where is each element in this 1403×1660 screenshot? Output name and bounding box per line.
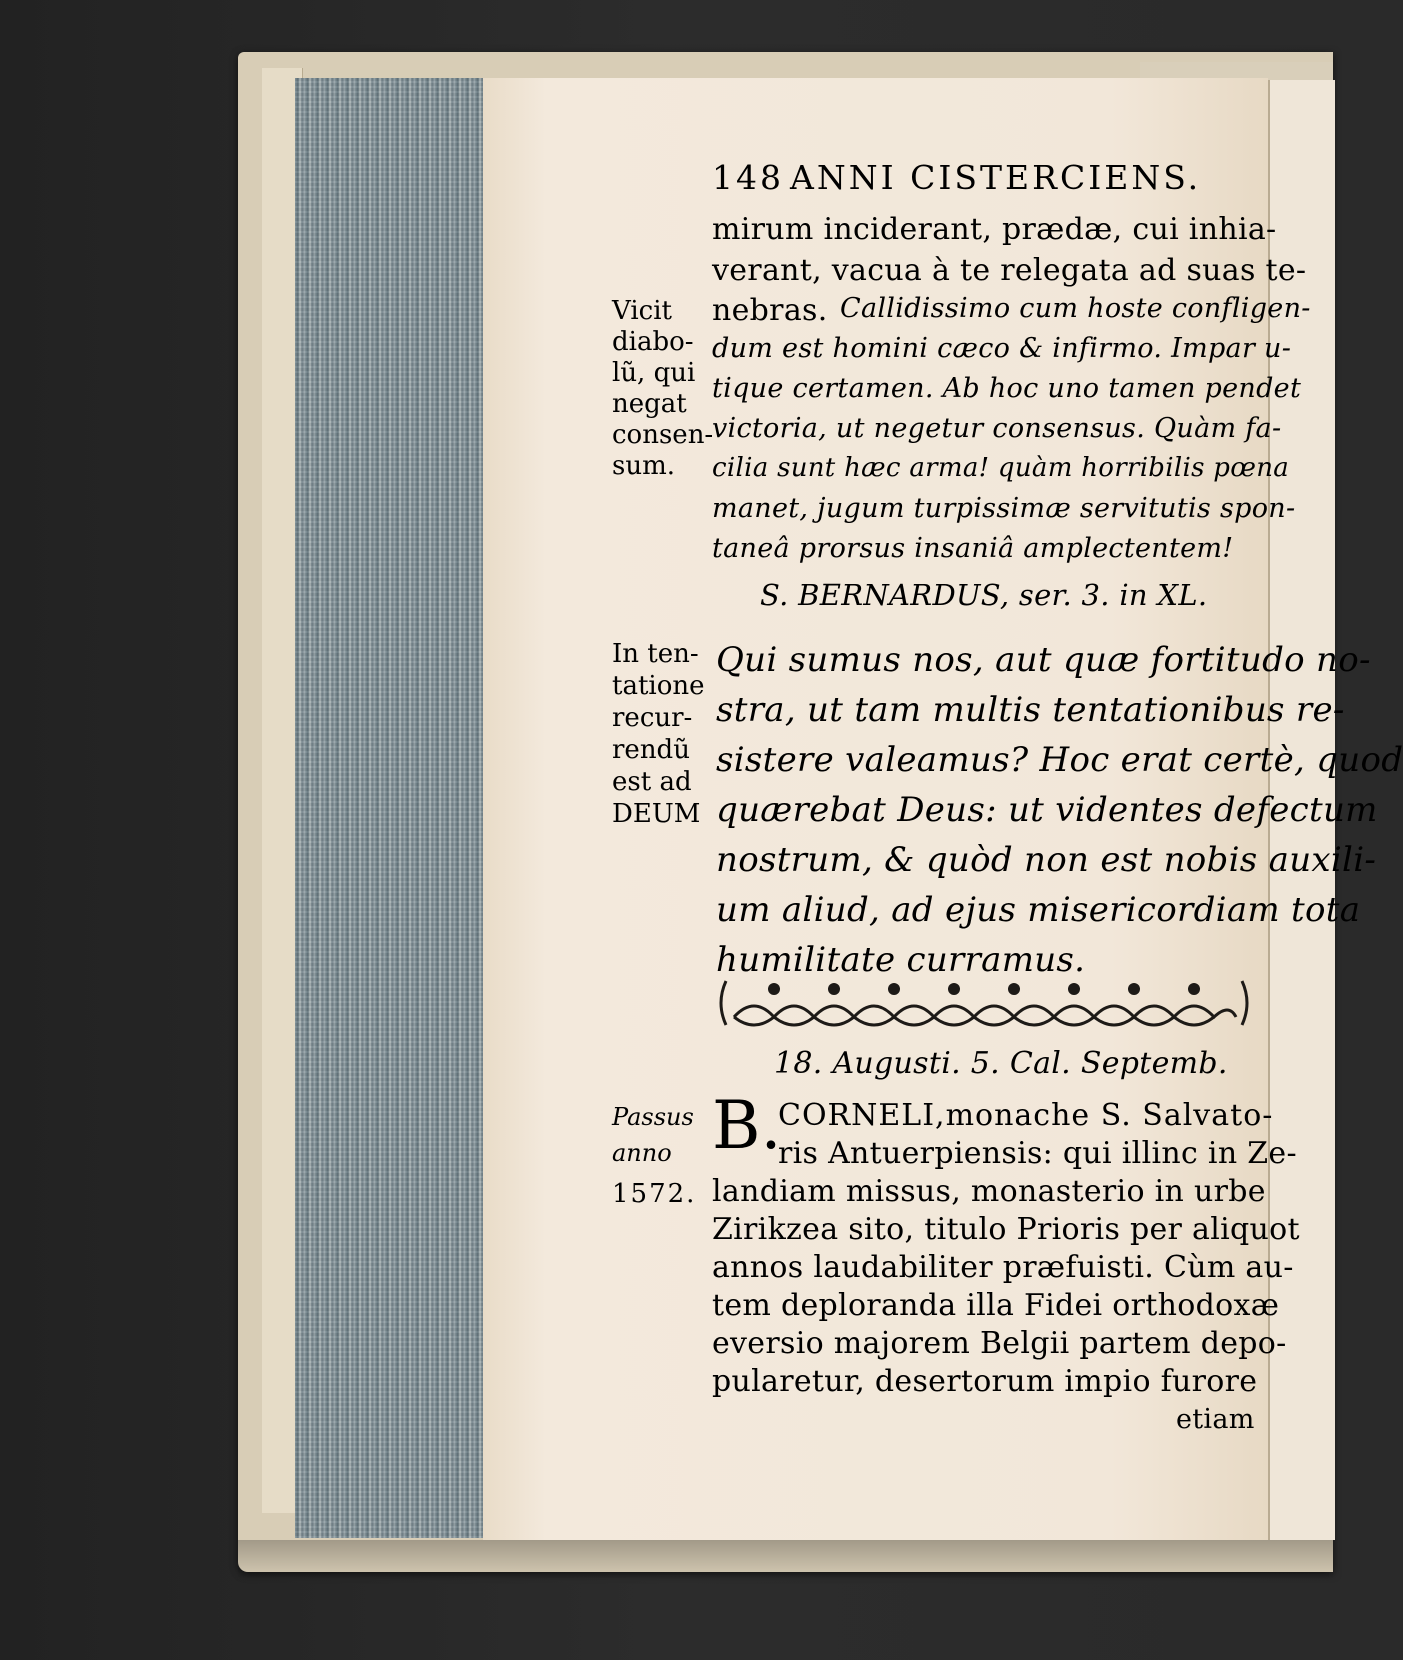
margin-note-line: In ten-: [612, 639, 699, 669]
margin-note-line: diabo-: [612, 327, 694, 357]
entry-line: pularetur, desertorum impio furore: [712, 1364, 1258, 1399]
drop-initial: B.: [712, 1087, 782, 1164]
entry-line: eversio majorem Belgii partem depo-: [712, 1326, 1287, 1361]
entry-line: Zirikzea sito, titulo Prioris per aliquot: [712, 1212, 1300, 1247]
margin-note-line: Vicit: [612, 296, 672, 326]
entry-first-line: CORNELI,monache S. Salvato-: [778, 1098, 1274, 1133]
margin-note-line: recur-: [612, 703, 693, 733]
margin-note-line: rendũ: [612, 735, 690, 765]
quote-line: Qui sumus nos, aut quæ fortitudo no-: [716, 640, 1371, 680]
margin-note-line: consen-: [612, 420, 714, 450]
entry-line: ris Antuerpiensis: qui illinc in Ze-: [778, 1136, 1297, 1171]
date-line: 18. Augusti. 5. Cal. Septemb.: [774, 1046, 1228, 1081]
entry-line: landiam missus, monasterio in urbe: [712, 1174, 1266, 1209]
text-line-italic: taneâ prorsus insaniâ amplectentem!: [712, 533, 1234, 564]
text-line-italic: Callidissimo cum hoste confligen-: [840, 293, 1311, 324]
entry-line: annos laudabiliter præfuisti. Cùm au-: [712, 1250, 1294, 1285]
entry-line: tem deploranda illa Fidei orthodoxæ: [712, 1288, 1280, 1323]
attribution: S. BERNARDUS, ser. 3. in XL.: [760, 578, 1208, 612]
text-line-italic: cilia sunt hæc arma! quàm horribilis pœna: [712, 453, 1290, 483]
text-line-italic: manet, jugum turpissimæ servitutis spon-: [712, 493, 1296, 524]
margin-note-line: lũ, qui: [612, 358, 696, 388]
text-line-italic: tique certamen. Ab hoc uno tamen pendet: [712, 373, 1302, 404]
text-line: mirum inciderant, prædæ, cui inhia-: [712, 212, 1277, 247]
page-edges-stack: [295, 78, 488, 1538]
margin-note-line: negat: [612, 389, 687, 419]
book-shadow: [238, 1540, 1333, 1580]
text-line-italic: dum est homini cæco & infirmo. Impar u-: [712, 333, 1292, 364]
quote-line: stra, ut tam multis tentationibus re-: [716, 690, 1345, 730]
margin-note-line: sum.: [612, 451, 676, 481]
text-line-italic: victoria, ut negetur consensus. Quàm fa-: [712, 413, 1282, 444]
margin-note-line: DEUM: [612, 799, 701, 829]
text-line: verant, vacua à te relegata ad suas te-: [712, 253, 1307, 288]
quote-line: quærebat Deus: ut videntes defectum: [716, 790, 1378, 830]
margin-note-line: Passus: [612, 1103, 694, 1131]
margin-note-line: est ad: [612, 767, 692, 797]
margin-note-line: 1572.: [612, 1179, 697, 1209]
catchword: etiam: [1176, 1404, 1255, 1435]
text-line: nebras.: [712, 293, 828, 328]
margin-note-line: tatione: [612, 671, 705, 701]
decorative-ornament-band: [714, 975, 1254, 1030]
margin-note-line: anno: [612, 1139, 672, 1167]
quote-line: sistere valeamus? Hoc erat certè, quod: [716, 740, 1403, 780]
quote-line: humilitate curramus.: [716, 940, 1086, 980]
quote-line: um aliud, ad ejus misericordiam tota: [716, 890, 1361, 930]
page-number: 148: [712, 158, 784, 197]
quote-line: nostrum, & quòd non est nobis auxili-: [716, 840, 1377, 880]
running-head: ANNI CISTERCIENS.: [790, 158, 1202, 197]
